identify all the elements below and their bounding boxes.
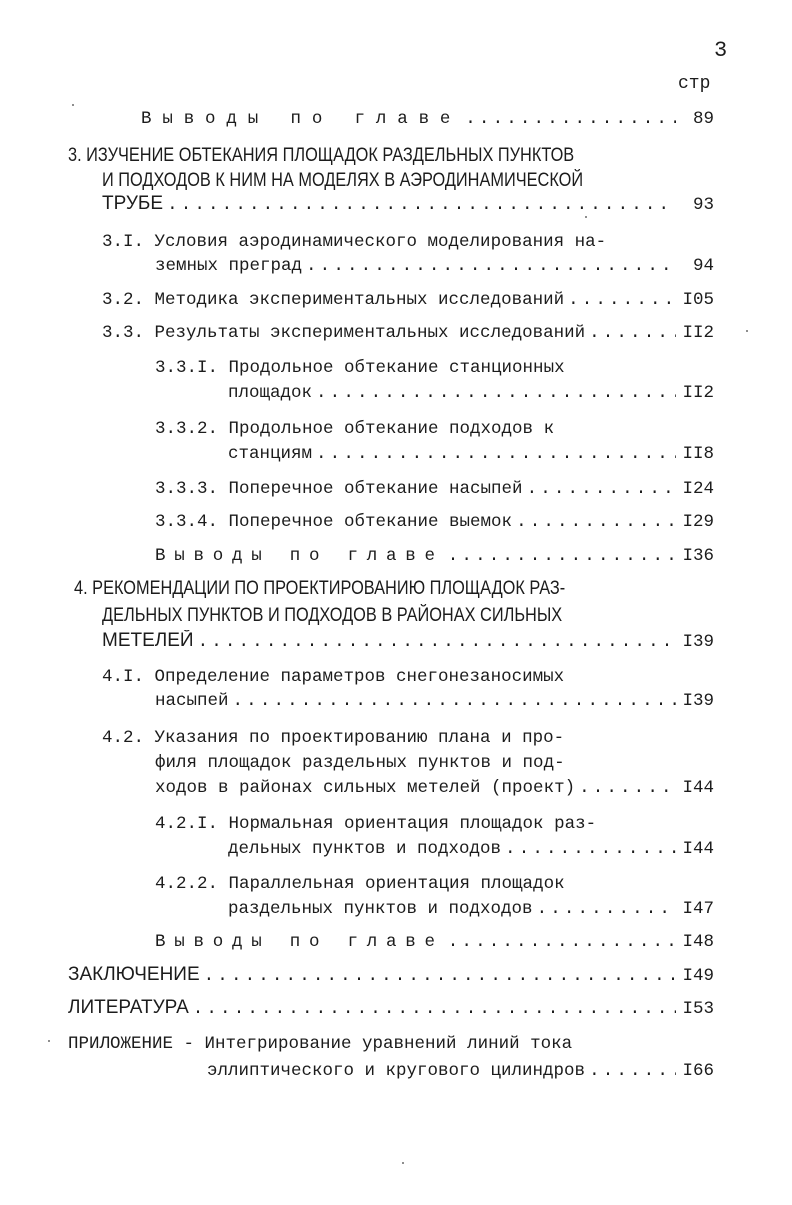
dot-leader [198,631,676,653]
toc-4-1-line1: 4.I. Определение параметров снегонезаносимых [102,667,565,687]
toc-entry-ch3-conclusion [155,545,714,567]
scan-speck [746,330,748,332]
toc-3-1-line1: 3.I. Условия аэродинамического моделирования на- [102,232,607,252]
toc-entry-3-3 [102,322,714,344]
toc-entry-text: ЗАКЛЮЧЕНИЕ [68,964,200,985]
toc-page-number: I05 [682,290,714,310]
toc-page-number: II2 [682,323,714,343]
dot-leader [448,931,676,953]
toc-4-2-line1: 4.2. Указания по проектированию плана и про- [102,728,565,748]
toc-page-number: I53 [682,999,714,1019]
dot-leader [527,478,676,500]
dot-leader [167,194,676,216]
toc-entry-text: раздельных пунктов и подходов [228,899,533,919]
toc-page-number: I49 [682,966,714,986]
toc-chapter-3-line1: 3. ИЗУЧЕНИЕ ОБТЕКАНИЯ ПЛОЩАДОК РАЗДЕЛЬНЫХ ПУНКТОВ [68,145,575,166]
dot-leader [505,838,676,860]
toc-page-number: I47 [682,899,714,919]
scan-speck [72,104,74,106]
toc-entry-conclusion [68,964,714,987]
toc-3-3-1-line1: 3.3.I. Продольное обтекание станционных [155,358,565,378]
toc-entry-3-3-1 [228,382,714,404]
toc-entry-text: станциям [228,444,313,464]
toc-entry-3-3-2 [228,443,714,465]
dot-leader [204,965,676,987]
page-number: 3 [714,38,728,63]
toc-4-2-line2: филя площадок раздельных пунктов и под- [155,753,565,773]
toc-entry-3-3-3 [155,478,714,500]
toc-page-number: 94 [692,256,714,276]
toc-entry-4-2-1 [228,838,714,860]
toc-entry-text: Выводы по главе [155,546,444,566]
toc-page-number: II8 [682,444,714,464]
toc-page-number: I66 [682,1061,714,1081]
toc-entry-literature [68,997,714,1020]
dot-leader [233,690,676,712]
toc-appendix-line1: ПРИЛОЖЕНИЕ - Интегрирование уравнений линий тока [68,1034,573,1054]
dot-leader [537,898,676,920]
dot-leader [316,382,676,404]
toc-entry-text: Выводы по главе [141,109,462,129]
toc-entry-text: земных преград [155,256,303,276]
dot-leader [589,322,676,344]
scan-speck [48,1040,50,1042]
toc-entry-text: эллиптического и кругового цилиндров [207,1061,586,1081]
toc-4-2-1-line1: 4.2.I. Нормальная ориентация площадок раз- [155,814,597,834]
toc-entry-text: 3.3.4. Поперечное обтекание выемок [155,512,513,532]
scan-speck [585,216,587,218]
toc-page-number: I39 [682,691,714,711]
toc-chapter-4-line1: 4. РЕКОМЕНДАЦИИ ПО ПРОЕКТИРОВАНИЮ ПЛОЩАДОК РАЗ- [74,578,566,599]
dot-leader [516,511,676,533]
toc-entry-4-2-2 [228,898,714,920]
toc-entry-ch3 [102,193,714,216]
dot-leader [316,443,676,465]
toc-entry-4-1 [155,690,714,712]
scan-speck [402,1162,404,1164]
dot-leader [306,255,676,277]
toc-entry-3-2 [102,289,714,311]
toc-4-2-2-line1: 4.2.2. Параллельная ориентация площадок [155,874,565,894]
toc-entry-4-2 [155,777,714,799]
toc-entry-text: 3.3. Результаты экспериментальных исследований [102,323,586,343]
toc-entry-ch2-conclusion [141,108,714,130]
toc-page-number: II2 [682,383,714,403]
dot-leader [589,1060,676,1082]
toc-entry-text: 3.3.3. Поперечное обтекание насыпей [155,479,523,499]
dot-leader [193,998,676,1020]
toc-entry-ch4 [102,630,714,653]
toc-page-number: I39 [682,632,714,652]
dot-leader [465,108,676,130]
toc-entry-text: ходов в районах сильных метелей (проект) [155,778,576,798]
toc-chapter-3-line2: И ПОДХОДОВ К НИМ НА МОДЕЛЯХ В АЭРОДИНАМИЧЕСКОЙ [102,170,584,191]
toc-page-number: I36 [682,546,714,566]
dot-leader [568,289,676,311]
dot-leader [448,545,676,567]
toc-entry-text: ЛИТЕРАТУРА [68,997,189,1018]
toc-page-number: I48 [682,932,714,952]
toc-page-number: I44 [682,839,714,859]
toc-entry-text: ТРУБЕ [102,193,164,214]
toc-page-number: 89 [692,109,714,129]
toc-3-3-2-line1: 3.3.2. Продольное обтекание подходов к [155,419,555,439]
toc-entry-text: Выводы по главе [155,932,444,952]
toc-page-number: I44 [682,778,714,798]
toc-entry-text: дельных пунктов и подходов [228,839,502,859]
toc-entry-3-3-4 [155,511,714,533]
toc-chapter-4-line2: ДЕЛЬНЫХ ПУНКТОВ И ПОДХОДОВ В РАЙОНАХ СИЛЬНЫХ [102,605,563,626]
page-column-label: стр [678,74,711,94]
toc-entry-appendix [207,1060,714,1082]
toc-page-number: I24 [682,479,714,499]
toc-entry-text: насыпей [155,691,229,711]
dot-leader [579,777,676,799]
toc-entry-text: 3.2. Методика экспериментальных исследований [102,290,565,310]
toc-page-number: 93 [692,195,714,215]
toc-entry-text: МЕТЕЛЕЙ [102,630,194,651]
toc-entry-3-1 [155,255,714,277]
toc-entry-ch4-conclusion [155,931,714,953]
toc-entry-text: площадок [228,383,313,403]
toc-page-number: I29 [682,512,714,532]
